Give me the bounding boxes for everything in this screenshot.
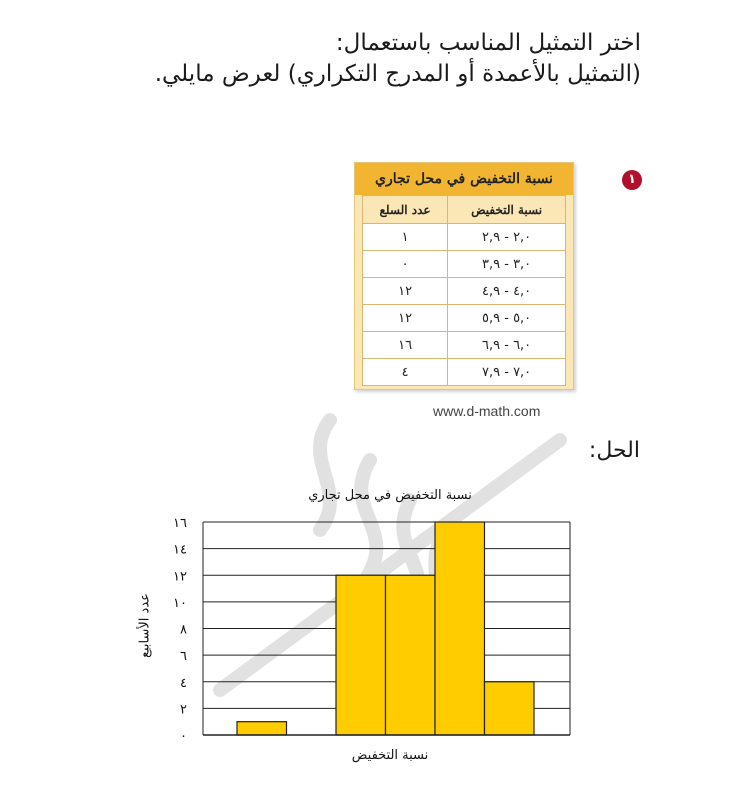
- table-cell-count: ١٢: [363, 278, 448, 305]
- table-header-range: نسبة التخفيض: [448, 196, 566, 224]
- histogram-bar: [237, 722, 287, 735]
- table-cell-range: ٥,٠ - ٥,٩: [448, 305, 566, 332]
- table-cell-count: ١٢: [363, 305, 448, 332]
- table-cell-range: ٢,٠ - ٢,٩: [448, 224, 566, 251]
- histogram-bar: [386, 575, 436, 735]
- y-tick-label: ٨: [180, 622, 187, 638]
- table-cell-count: ١٦: [363, 332, 448, 359]
- table-cell-range: ٣,٠ - ٣,٩: [448, 251, 566, 278]
- table-title: نسبة التخفيض في محل تجاري: [355, 163, 573, 195]
- table-cell-range: ٦,٠ - ٦,٩: [448, 332, 566, 359]
- y-tick-label: ١٠: [173, 595, 187, 611]
- table-cell-range: ٤,٠ - ٤,٩: [448, 278, 566, 305]
- table-cell-count: ٠: [363, 251, 448, 278]
- histogram-bar: [435, 522, 485, 735]
- y-tick-label: ١٢: [173, 569, 187, 585]
- y-tick-label: ٤: [180, 675, 187, 691]
- chart-title: نسبة التخفيض في محل تجاري: [308, 488, 472, 503]
- question-line-1: اختر التمثيل المناسب باستعمال:: [335, 30, 641, 56]
- y-tick-label: ٦: [180, 649, 187, 665]
- problem-number-badge: ١: [622, 170, 642, 190]
- y-tick-label: ٠: [180, 729, 187, 744]
- solution-label: الحل:: [588, 438, 640, 463]
- y-tick-label: ١٤: [173, 542, 187, 558]
- y-tick-label: ٢: [180, 702, 187, 718]
- table-cell-range: ٧,٠ - ٧,٩: [448, 359, 566, 386]
- table-cell-count: ١: [363, 224, 448, 251]
- table-header-count: عدد السلع: [363, 196, 448, 224]
- histogram-bar: [485, 682, 535, 735]
- y-tick-label: ١٦: [173, 516, 187, 531]
- chart-y-axis-label: عدد الأسابيع: [137, 593, 153, 658]
- question-line-2: (التمثيل بالأعمدة أو المدرج التكراري) لعرض مايلي.: [154, 61, 641, 87]
- histogram-bar: [336, 575, 386, 735]
- table-cell-count: ٤: [363, 359, 448, 386]
- source-url: www.d-math.com: [433, 403, 541, 419]
- chart-x-axis-label: نسبة التخفيض: [351, 748, 429, 763]
